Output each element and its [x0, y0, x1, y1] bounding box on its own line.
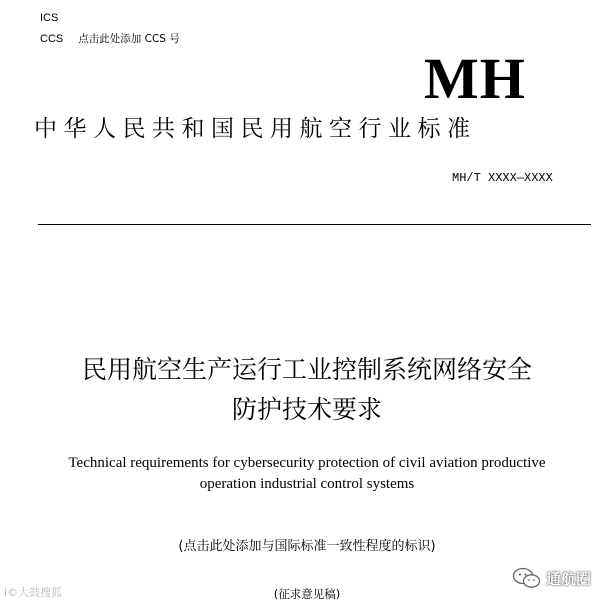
- wechat-icon: [512, 566, 542, 590]
- document-title-en-line2: operation industrial control systems: [199, 476, 415, 492]
- document-title-cn-line2: 防护技术要求: [231, 395, 382, 424]
- ics-label: ICS: [40, 12, 59, 24]
- watermark-right: [512, 566, 591, 590]
- ccs-placeholder[interactable]: 点击此处添加 CCS 号: [78, 33, 180, 45]
- header-divider: [38, 224, 591, 225]
- standard-number: MH/T XXXX—XXXX: [452, 171, 553, 185]
- document-title-en-line1: Technical requirements for cybersecurity protection of civil aviation productive: [68, 455, 546, 471]
- mh-logo: MH: [424, 46, 526, 111]
- document-title-cn-line1: 民用航空生产运行工业控制系统网络安全: [81, 355, 532, 384]
- conformity-placeholder[interactable]: (点击此处添加与国际标准一致性程度的标识): [178, 539, 436, 554]
- watermark-right-text: 通航圈: [546, 569, 592, 588]
- draft-status: (征求意见稿): [273, 587, 341, 601]
- ccs-label: CCS: [40, 33, 64, 45]
- ccs-line: [40, 33, 180, 46]
- standard-category-title: 中华人民共和国民用航空行业标准: [34, 116, 477, 142]
- watermark-left: i©大鼓搜狐: [4, 586, 63, 599]
